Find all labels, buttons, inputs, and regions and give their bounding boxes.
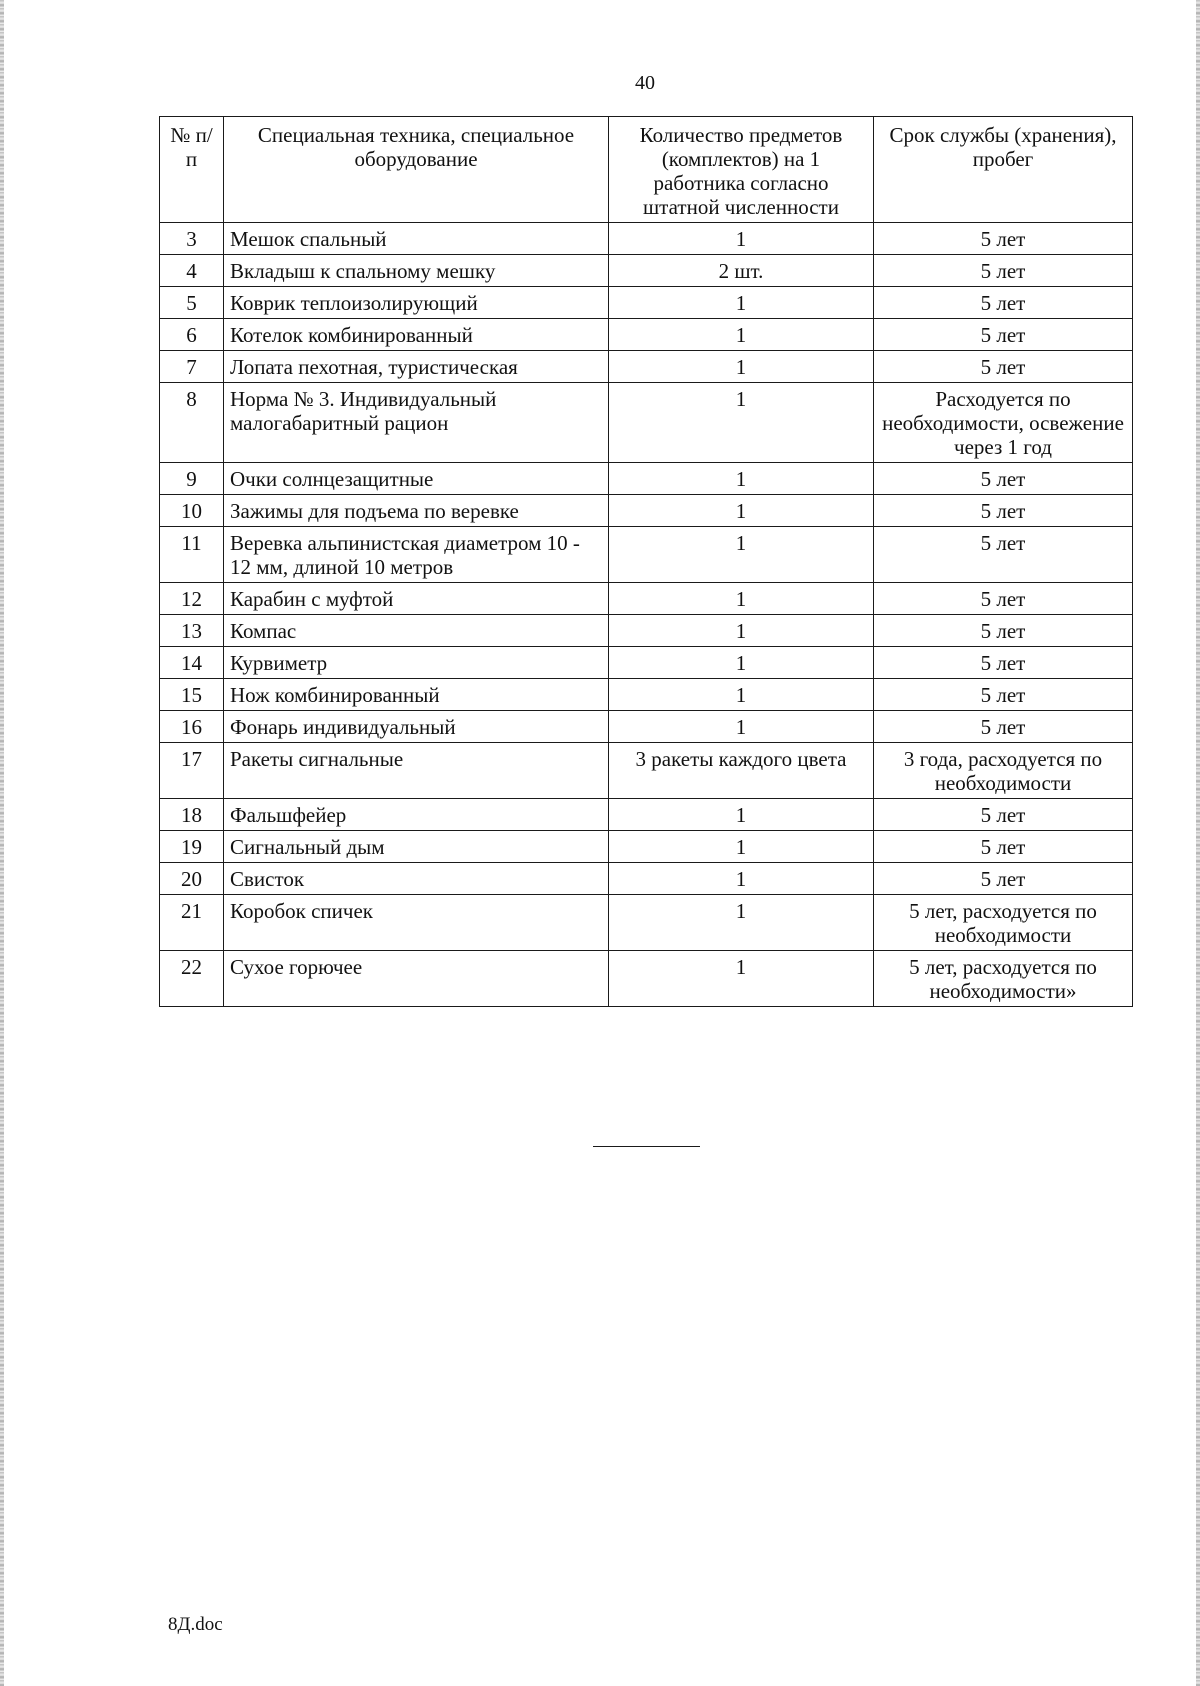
cell-quantity: 1 xyxy=(609,463,874,495)
cell-service-life: 5 лет xyxy=(874,463,1133,495)
cell-equipment-name: Коробок спичек xyxy=(224,895,609,951)
cell-quantity: 1 xyxy=(609,527,874,583)
cell-service-life: 5 лет xyxy=(874,647,1133,679)
cell-number: 21 xyxy=(160,895,224,951)
header-number: № п/п xyxy=(160,117,224,223)
table-row xyxy=(160,319,1133,351)
table-body xyxy=(160,223,1133,1007)
cell-service-life: 5 лет xyxy=(874,583,1133,615)
cell-equipment-name: Зажимы для подъема по веревке xyxy=(224,495,609,527)
header-equipment: Специальная техника, специальное оборудование xyxy=(224,117,609,223)
cell-equipment-name: Ракеты сигнальные xyxy=(224,743,609,799)
cell-equipment-name: Курвиметр xyxy=(224,647,609,679)
header-quantity: Количество предметов (комплектов) на 1 работника согласно штатной численности xyxy=(609,117,874,223)
cell-number: 8 xyxy=(160,383,224,463)
table-row xyxy=(160,495,1133,527)
table-row xyxy=(160,223,1133,255)
table-row xyxy=(160,647,1133,679)
cell-number: 16 xyxy=(160,711,224,743)
cell-equipment-name: Компас xyxy=(224,615,609,647)
cell-service-life: 3 года, расходуется по необходимости xyxy=(874,743,1133,799)
cell-number: 10 xyxy=(160,495,224,527)
cell-service-life: 5 лет xyxy=(874,527,1133,583)
equipment-table xyxy=(159,116,1133,1007)
cell-number: 3 xyxy=(160,223,224,255)
cell-number: 11 xyxy=(160,527,224,583)
cell-equipment-name: Карабин с муфтой xyxy=(224,583,609,615)
cell-number: 22 xyxy=(160,951,224,1007)
cell-quantity: 3 ракеты каждого цвета xyxy=(609,743,874,799)
table-row xyxy=(160,679,1133,711)
cell-quantity: 1 xyxy=(609,615,874,647)
cell-quantity: 1 xyxy=(609,383,874,463)
table-row xyxy=(160,711,1133,743)
cell-quantity: 1 xyxy=(609,831,874,863)
cell-service-life: 5 лет xyxy=(874,351,1133,383)
table-row xyxy=(160,255,1133,287)
table-row xyxy=(160,463,1133,495)
cell-quantity: 1 xyxy=(609,319,874,351)
cell-number: 7 xyxy=(160,351,224,383)
table-row xyxy=(160,743,1133,799)
cell-quantity: 1 xyxy=(609,951,874,1007)
cell-quantity: 1 xyxy=(609,895,874,951)
table-row xyxy=(160,895,1133,951)
table-row xyxy=(160,527,1133,583)
table-row xyxy=(160,831,1133,863)
cell-number: 18 xyxy=(160,799,224,831)
cell-service-life: 5 лет xyxy=(874,255,1133,287)
cell-equipment-name: Нож комбинированный xyxy=(224,679,609,711)
cell-quantity: 1 xyxy=(609,287,874,319)
cell-number: 6 xyxy=(160,319,224,351)
cell-equipment-name: Фонарь индивидуальный xyxy=(224,711,609,743)
footer-filename: 8Д.doc xyxy=(168,1614,223,1635)
cell-quantity: 2 шт. xyxy=(609,255,874,287)
cell-quantity: 1 xyxy=(609,799,874,831)
cell-number: 20 xyxy=(160,863,224,895)
table-header-row xyxy=(160,117,1133,223)
table-row xyxy=(160,863,1133,895)
cell-equipment-name: Веревка альпинистская диаметром 10 - 12 мм, длиной 10 метров xyxy=(224,527,609,583)
cell-equipment-name: Сигнальный дым xyxy=(224,831,609,863)
cell-number: 14 xyxy=(160,647,224,679)
cell-service-life: 5 лет, расходуется по необходимости» xyxy=(874,951,1133,1007)
cell-number: 15 xyxy=(160,679,224,711)
cell-quantity: 1 xyxy=(609,679,874,711)
cell-number: 12 xyxy=(160,583,224,615)
cell-service-life: 5 лет xyxy=(874,495,1133,527)
cell-quantity: 1 xyxy=(609,351,874,383)
table-row xyxy=(160,799,1133,831)
table-row xyxy=(160,351,1133,383)
cell-number: 19 xyxy=(160,831,224,863)
cell-service-life: 5 лет xyxy=(874,287,1133,319)
cell-service-life: 5 лет xyxy=(874,799,1133,831)
divider-line xyxy=(593,1146,700,1147)
table-row xyxy=(160,287,1133,319)
cell-service-life: 5 лет xyxy=(874,615,1133,647)
table-row xyxy=(160,383,1133,463)
scan-edge-left xyxy=(0,0,4,1686)
cell-equipment-name: Коврик теплоизолирующий xyxy=(224,287,609,319)
table-row xyxy=(160,583,1133,615)
cell-equipment-name: Котелок комбинированный xyxy=(224,319,609,351)
cell-equipment-name: Сухое горючее xyxy=(224,951,609,1007)
cell-service-life: 5 лет xyxy=(874,831,1133,863)
cell-number: 5 xyxy=(160,287,224,319)
cell-service-life: Расходуется по необходимости, освежение через 1 год xyxy=(874,383,1133,463)
page-number: 40 xyxy=(635,72,655,94)
cell-quantity: 1 xyxy=(609,647,874,679)
cell-service-life: 5 лет xyxy=(874,223,1133,255)
cell-number: 4 xyxy=(160,255,224,287)
cell-service-life: 5 лет xyxy=(874,679,1133,711)
cell-number: 17 xyxy=(160,743,224,799)
cell-equipment-name: Мешок спальный xyxy=(224,223,609,255)
cell-number: 9 xyxy=(160,463,224,495)
cell-quantity: 1 xyxy=(609,711,874,743)
cell-equipment-name: Фальшфейер xyxy=(224,799,609,831)
cell-quantity: 1 xyxy=(609,495,874,527)
cell-equipment-name: Вкладыш к спальному мешку xyxy=(224,255,609,287)
cell-service-life: 5 лет xyxy=(874,319,1133,351)
header-service-life: Срок службы (хранения), пробег xyxy=(874,117,1133,223)
cell-service-life: 5 лет, расходуется по необходимости xyxy=(874,895,1133,951)
cell-equipment-name: Лопата пехотная, туристическая xyxy=(224,351,609,383)
scan-edge-right xyxy=(1196,0,1200,1686)
cell-equipment-name: Норма № 3. Индивидуальный малогабаритный рацион xyxy=(224,383,609,463)
table-row xyxy=(160,615,1133,647)
cell-equipment-name: Свисток xyxy=(224,863,609,895)
cell-quantity: 1 xyxy=(609,223,874,255)
cell-service-life: 5 лет xyxy=(874,711,1133,743)
cell-number: 13 xyxy=(160,615,224,647)
cell-service-life: 5 лет xyxy=(874,863,1133,895)
cell-quantity: 1 xyxy=(609,863,874,895)
cell-quantity: 1 xyxy=(609,583,874,615)
cell-equipment-name: Очки солнцезащитные xyxy=(224,463,609,495)
table-row xyxy=(160,951,1133,1007)
